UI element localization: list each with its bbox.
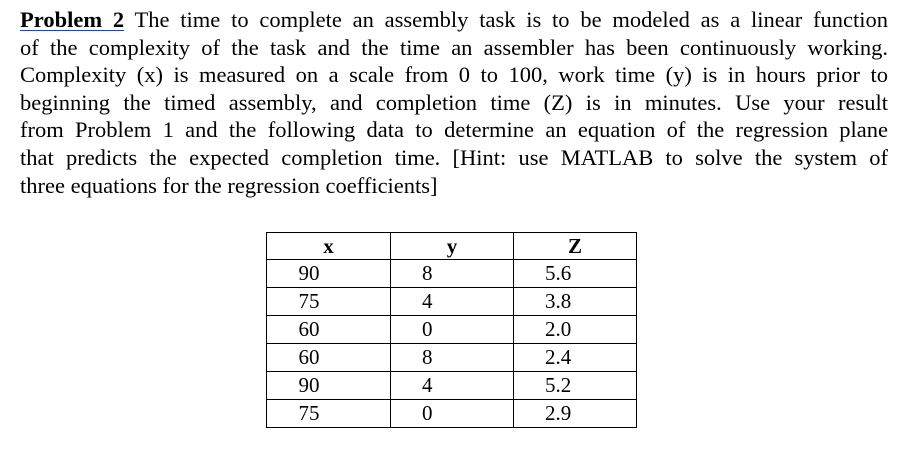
table-row <box>267 400 637 428</box>
cell-y: 0 <box>391 316 514 344</box>
problem-line-4: beginning the timed assembly, and completion time (Z) is in minutes. Use your result <box>20 89 888 115</box>
table-row <box>267 344 637 372</box>
cell-x: 60 <box>267 316 391 344</box>
cell-x: 90 <box>267 372 391 400</box>
problem-line-2: of the complexity of the task and the time an assembler has been continuously working. <box>20 34 888 60</box>
problem-line-1: Problem 2 The time to complete an assembly task is to be modeled as a linear function <box>20 7 888 32</box>
problem-line-6: that predicts the expected completion time. [Hint: use MATLAB to solve the system of <box>20 144 888 170</box>
table-row <box>267 288 637 316</box>
header-z: Z <box>514 233 637 260</box>
header-x: x <box>267 233 391 260</box>
problem-statement <box>20 6 888 199</box>
cell-x: 90 <box>267 260 391 288</box>
table-header-row <box>267 233 637 260</box>
table-row <box>267 372 637 400</box>
cell-z: 2.0 <box>514 316 637 344</box>
cell-x: 75 <box>267 288 391 316</box>
cell-z: 5.2 <box>514 372 637 400</box>
cell-z: 2.4 <box>514 344 637 372</box>
problem-line-3: Complexity (x) is measured on a scale from 0 to 100, work time (y) is in hours prior to <box>20 62 888 88</box>
problem-label: Problem 2 <box>20 7 125 32</box>
cell-z: 5.6 <box>514 260 637 288</box>
cell-x: 60 <box>267 344 391 372</box>
problem-line-5: from Problem 1 and the following data to determine an equation of the regression plane <box>20 117 888 143</box>
data-table <box>266 232 637 428</box>
cell-z: 3.8 <box>514 288 637 316</box>
table-row <box>267 316 637 344</box>
cell-y: 4 <box>391 288 514 316</box>
cell-y: 8 <box>391 260 514 288</box>
cell-y: 8 <box>391 344 514 372</box>
cell-x: 75 <box>267 400 391 428</box>
table-row <box>267 260 637 288</box>
cell-y: 4 <box>391 372 514 400</box>
cell-z: 2.9 <box>514 400 637 428</box>
problem-line-7: three equations for the regression coefficients] <box>20 172 438 198</box>
header-y: y <box>391 233 514 260</box>
cell-y: 0 <box>391 400 514 428</box>
